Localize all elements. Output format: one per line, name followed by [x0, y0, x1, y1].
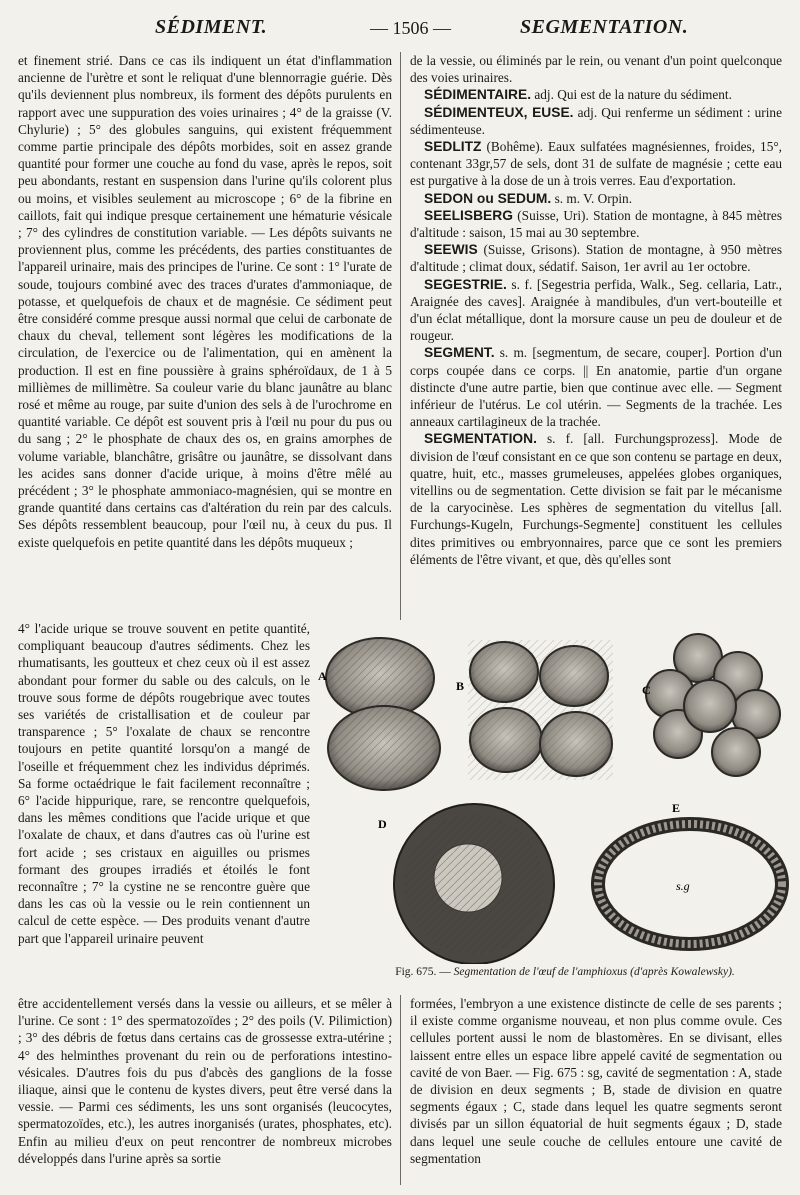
header-left-word: SÉDIMENT.: [155, 16, 268, 38]
entry-text: (Suisse, Grisons). Station de montagne, à 950 mètres d'altitude ; climat doux, sédatif. Saison, 1er avril au 1er octobre.: [410, 242, 782, 275]
entry-text: s. m. [segmentum, de secare, couper]. Portion d'un corps coupée dans ce corps. || En anatomie, partie d'un organe distincte d'une autre partie, bien que continue avec elle. — Segment inférieur de l'utérus. Le col utérin. — Segments de la trachée. Les anneaux cartilagineux de la trachée.: [410, 345, 782, 430]
entry-term: SEDLITZ: [424, 139, 482, 155]
entry-text: s. f. [Segestria perfida, Walk., Seg. cellaria, Latr., Araignée des caves]. Araignée à mandibules, d'un vert-bouteille et d'un éclat métallique, dont la morsure cause un peu de douleur et de rougeur.: [410, 276, 782, 344]
entry-term: SEGMENT.: [424, 345, 495, 361]
entry-term: SEEWIS: [424, 242, 478, 258]
entry-term: SEDON ou SEDUM.: [424, 190, 552, 206]
dictionary-entry: [410, 344, 782, 430]
entry-text: adj. Qui est de la nature du sédiment.: [531, 87, 732, 103]
entry-text: s. m. V. Orpin.: [551, 190, 633, 206]
entry-term: SÉDIMENTEUX, EUSE.: [424, 104, 574, 120]
figure-label-e: E: [672, 801, 681, 815]
entry-term: SEELISBERG: [424, 207, 513, 223]
dictionary-entry: [410, 190, 782, 207]
dictionary-entry: [410, 104, 782, 138]
figure-label-a: A: [318, 669, 327, 683]
right-column: [410, 52, 782, 568]
dictionary-entry: [410, 138, 782, 190]
column-divider: [400, 52, 401, 620]
figure-label-b: B: [456, 679, 465, 693]
right-column-bottom: [410, 995, 782, 1167]
segmentation-figure: [318, 628, 790, 964]
stage-c-illustration: [646, 634, 780, 776]
dictionary-entry: [410, 241, 782, 275]
dictionary-entry: [410, 430, 782, 568]
entry-text: (Bohême). Eaux sulfatées magnésiennes, froides, 15°, contenant 33gr,57 de sels, dont 31 de sulfate de magnésie ; cette eau est purgative à la dose de un à trois verres. Eau d'exportation.: [410, 139, 782, 189]
stage-e-illustration: [598, 824, 782, 944]
figure-label-c: C: [642, 683, 651, 697]
entry-term: SÉDIMENTAIRE.: [424, 87, 532, 103]
page-number: — 1506 —: [370, 18, 451, 38]
figure-caption: Fig. 675. — Segmentation de l'œuf de l'amphioxus (d'après Kowalewsky).: [395, 966, 735, 978]
stage-a-illustration: [326, 638, 440, 790]
entry-text: adj. Qui renferme un sédiment : urine sédimenteuse.: [410, 104, 782, 137]
page-header: [0, 6, 800, 42]
caption-number: Fig. 675.: [395, 966, 437, 978]
paragraph: 4° l'acide urique se trouve souvent en petite quantité, compliquant beaucoup d'autres sédiments. Chez les rhumatisants, les goutteux et chez ceux où il est assez abondant pour former du sable ou des calculs, on le trouve sous forme de dépôts rougebrique avec toutes ses variétés de cristallisation et de couleur par transparence ; 5° l'oxalate de chaux se rencontre toujours en petite quantité lorsqu'on a mangé de l'oseille et fréquemment chez les individus déprimés. Sa forme octaédrique le fait facilement reconnaître ; 6° l'acide hippurique, rare, se rencontre quelquefois, dans les mêmes conditions que l'acide urique et que l'oxalate de chaux, et dans d'autres cas où l'urine est fort acide ; ses cristaux en aiguilles ou prismes formant des groupes irradiés et étoilés le font reconnaître ; 7° la cystine ne se rencontre guère que dans les cas où la vessie ou le rein contiennent un calcul de cette espèce. — Des produits venant d'autre part que l'appareil urinaire peuvent: [18, 621, 310, 946]
header-right-word: SEGMENTATION.: [520, 16, 689, 38]
paragraph: être accidentellement versés dans la vessie ou ailleurs, et se mêler à l'urine. Ce sont : 1° des spermatozoïdes ; 2° des poils (V. Pilimiction) ; 3° des débris de fœtus dans certains cas de grossesse extra-utérine ; 4° des helminthes provenant du rein ou de perforations intestino-vésicales. D'autres fois du pus d'abcès des ganglions de la fosse iliaque, ainsi que le contenu de kystes divers, peut être versé dans la vessie. — Parmi ces sédiments, les uns sont organisés (leucocytes, spermatozoïdes, etc.), les autres inorganisés (urates, phosphates, etc). Enfin au milieu d'eux on peut rencontrer de nombreux microbes développés dans l'urine après sa sortie: [18, 996, 392, 1166]
left-column-narrow: [18, 620, 310, 947]
figure-label-d: D: [378, 817, 387, 831]
left-column-bottom: [18, 995, 392, 1167]
dictionary-entry: [410, 207, 782, 241]
caption-text: Segmentation de l'œuf de l'amphioxus (d'après Kowalewsky).: [453, 966, 735, 978]
figure-label-sg: s.g: [676, 879, 690, 893]
stage-d-illustration: [394, 804, 554, 964]
paragraph: et finement strié. Dans ce cas ils indiquent un état d'inflammation ancienne de l'urètre et sont le reliquat d'une blennorragie guérie. Dès qu'ils deviennent plus nombreux, ils forment des dépôts purulents en rapport avec une suppuration des voies urinaires ; 4° de la graisse (V. Chylurie) ; 5° des globules sanguins, qui existent fréquemment comme partie principale des dépôts morbides, soit en assez grande quantité pour former une couche au fond du vase, après le repos, soit peu abondants, restant en suspension dans l'urine qu'ils colorent plus ou moins, et visibles seulement au microscope ; 6° de la fibrine en caillots, fait qui indique presque certainement une hématurie vésicale ; 7° des cylindres de constitution variable. — Les dépôts suivants ne proviennent plus, comme les précédents, des parties constituantes de l'appareil urinaire, mais des principes de l'urine. Ce sont : 1° l'urate de soude, toujours combiné avec des traces d'urates d'ammoniaque, de potasse, et quelquefois de chaux et de magnésie. Ce sédiment peut être considéré comme presque aussi normal que celui de carbonate de chaux du cheval, tellement sont légères les modifications de la circulation, de l'exercice ou de l'alimentation, qui en amènent la production. Il est en fine poussière à grains sphéroïdaux, de 1 à 5 millièmes de millimètre. Sa couleur varie du blanc jaunâtre au blanc rosé et même au rouge, par suite d'union des sels à de l'urochrome en quantité variable. Ce dépôt est souvent pris à l'œil nu pour du pus ou du sang ; 2° le phosphate de chaux des os, en grains amorphes de volume variable, blanchâtre, grisâtre ou jaunâtre, se dissolvant dans les acides sans donner d'acide urique, à moins d'être mêlé au précédent ; 3° le phosphate ammoniaco-magnésien, qui se montre en grande quantité dans certains cas d'altération du rein par des calculs. Ses dépôts ressemblent beaucoup, pour l'œil nu, à ceux du pus. Il existe quelquefois en petite quantité dans les dépôts muqueux ;: [18, 53, 392, 550]
paragraph: formées, l'embryon a une existence distincte de celle de ses parents ; il existe comme organisme nouveau, et non plus comme ovule. Ces cellules portent aussi le nom de blastomères. En se divisant, elles laissent entre elles un espace libre appelé cavité de segmentation ou cavité de von Baer. — Fig. 675 : sg, cavité de segmentation : A, stade de division en deux segments ; B, stade de division en quatre segments égaux ; C, stade dans lequel les quatre segments seront divisés par un sillon équatorial de huit segments égaux ; D, stade dans lequel une seule couche de cellules entoure une cavité de segmentation: [410, 996, 782, 1166]
entry-term: SEGMENTATION.: [424, 431, 537, 447]
dictionary-entry: [410, 86, 782, 103]
column-divider-bottom: [400, 995, 401, 1185]
stage-b-illustration: [468, 640, 613, 780]
entry-text: s. f. [all. Furchungsprozess]. Mode de division de l'œuf consistant en ce que son contenu se partage en deux, quatre, huit, etc., masses grumeleuses, appelées globes organiques, vitellins ou de segmentation. Cette division se fait par le mécanisme de la caryocinèse. Les sphères de segmentation du vitellus [all. Furchungs-Kugeln, Furchungs-Segmente] constituent les cellules dites primitives ou embryonnaires, parce que ce sont les premiers éléments de l'être vivant, et que, dès qu'elles sont: [410, 431, 782, 567]
left-column-top: [18, 52, 392, 551]
dictionary-entry: [410, 276, 782, 345]
entry-text: (Suisse, Uri). Station de montagne, à 845 mètres d'altitude : saison, 15 mai au 30 septembre.: [410, 207, 782, 241]
paragraph: de la vessie, ou éliminés par le rein, ou venant d'un point quelconque des voies urinaires.: [410, 53, 782, 86]
entry-term: SEGESTRIE.: [424, 276, 507, 292]
